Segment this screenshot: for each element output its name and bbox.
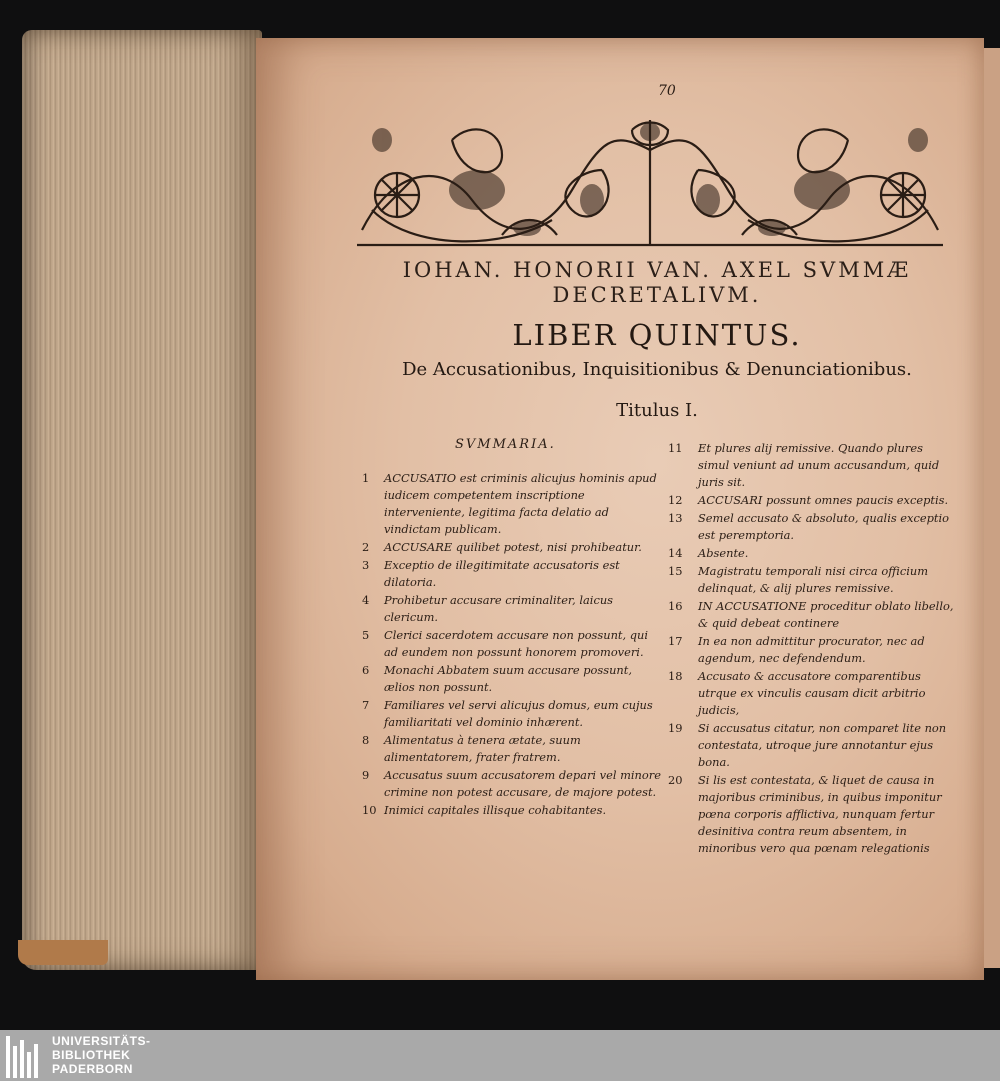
entry-text: In ea non admittitur procurator, nec ad agendum, nec defendendum. bbox=[698, 634, 925, 665]
work-title-line-1: IOHAN. HONORII VAN. AXEL SVMMÆ bbox=[402, 258, 912, 282]
entry-text: Alimentatus à tenera ætate, suum alimentatorem, frater fratrem. bbox=[384, 733, 581, 764]
list-item bbox=[362, 470, 662, 538]
list-item bbox=[668, 598, 956, 632]
entry-number: 8 bbox=[362, 733, 370, 747]
book-heading: LIBER QUINTUS. bbox=[512, 318, 802, 352]
library-name-line-2: BIBLIOTHEK bbox=[52, 1048, 131, 1062]
entry-number: 20 bbox=[668, 773, 683, 787]
entry-number: 17 bbox=[668, 634, 683, 648]
entry-number: 2 bbox=[362, 540, 370, 554]
book-cover-edge bbox=[18, 940, 108, 965]
list-item bbox=[362, 557, 662, 591]
entry-text: Si accusatus citatur, non comparet lite non contestata, utroque jure annotantur ejus bona. bbox=[698, 721, 947, 769]
list-item bbox=[668, 633, 956, 667]
list-item bbox=[362, 539, 662, 556]
list-item bbox=[362, 592, 662, 626]
list-item bbox=[362, 767, 662, 801]
entry-number: 13 bbox=[668, 511, 683, 525]
list-item bbox=[362, 697, 662, 731]
library-footer bbox=[0, 1030, 1000, 1081]
list-item bbox=[668, 440, 956, 491]
summaria-label: SVMMARIA. bbox=[455, 437, 556, 452]
entry-text: Clerici sacerdotem accusare non possunt, qui ad eundem non possunt honorem promoveri. bbox=[384, 628, 649, 659]
entry-number: 10 bbox=[362, 803, 377, 817]
work-title-line-2: DECRETALIVM. bbox=[552, 283, 762, 307]
entry-text: Familiares vel servi alicujus domus, eum cujus familiaritati vel dominio inhærent. bbox=[384, 698, 653, 729]
titulus-heading: Titulus I. bbox=[616, 400, 698, 421]
entry-number: 15 bbox=[668, 564, 683, 578]
entry-number: 18 bbox=[668, 669, 683, 683]
entry-text: Magistratu temporali nisi circa officium delinquat, & alij plures remissive. bbox=[698, 564, 929, 595]
entry-text: Monachi Abbatem suum accusare possunt, ælios non possunt. bbox=[384, 663, 632, 694]
ornamental-headpiece-icon bbox=[352, 110, 948, 252]
page-edge bbox=[984, 48, 1000, 968]
entry-text: Exceptio de illegitimitate accusatoris est dilatoria. bbox=[384, 558, 620, 589]
library-name-line-3: PADERBORN bbox=[52, 1062, 133, 1076]
entry-text: Accusato & accusatore comparentibus utrque ex vinculis causam dicit arbitrio judicis, bbox=[698, 669, 926, 717]
list-item bbox=[668, 668, 956, 719]
entry-text: Si lis est contestata, & liquet de causa in majoribus criminibus, in quibus imponitur pœna corporis afflictiva, nunquam fertur desinitiva contra reum absentem, in minoribus vero qua pœnam relegationis bbox=[698, 773, 942, 855]
summary-column-right bbox=[668, 440, 956, 858]
summary-column-left bbox=[362, 470, 662, 820]
list-item bbox=[668, 563, 956, 597]
entry-number: 14 bbox=[668, 546, 683, 560]
list-item bbox=[668, 772, 956, 857]
list-item bbox=[362, 802, 662, 819]
list-item bbox=[362, 732, 662, 766]
page-number: 70 bbox=[658, 83, 676, 99]
list-item bbox=[362, 627, 662, 661]
entry-number: 16 bbox=[668, 599, 683, 613]
entry-text: Prohibetur accusare criminaliter, laicus clericum. bbox=[384, 593, 614, 624]
list-item bbox=[668, 720, 956, 771]
entry-text: Inimici capitales illisque cohabitantes. bbox=[384, 803, 607, 817]
list-item bbox=[362, 662, 662, 696]
book-fore-edge bbox=[22, 30, 262, 970]
entry-number: 3 bbox=[362, 558, 370, 572]
entry-number: 19 bbox=[668, 721, 683, 735]
entry-number: 5 bbox=[362, 628, 370, 642]
list-item bbox=[668, 545, 956, 562]
library-name-line-1: UNIVERSITÄTS- bbox=[52, 1034, 151, 1048]
entry-text: ACCUSATIO est criminis alicujus hominis apud iudicem competentem inscriptione interveniente, legitima facta delatio ad vindictam publicam. bbox=[384, 471, 657, 536]
entry-text: Accusatus suum accusatorem depari vel minore crimine non potest accusare, de majore potest. bbox=[384, 768, 661, 799]
entry-number: 9 bbox=[362, 768, 370, 782]
library-logo-icon bbox=[6, 1036, 46, 1078]
entry-number: 11 bbox=[668, 441, 683, 455]
entry-number: 7 bbox=[362, 698, 370, 712]
entry-text: Absente. bbox=[698, 546, 749, 560]
entry-text: Et plures alij remissive. Quando plures simul veniunt ad unum accusandum, quid juris sit. bbox=[698, 441, 940, 489]
list-item bbox=[668, 510, 956, 544]
entry-number: 6 bbox=[362, 663, 370, 677]
entry-text: ACCUSARE quilibet potest, nisi prohibeatur. bbox=[384, 540, 642, 554]
entry-number: 4 bbox=[362, 593, 370, 607]
entry-text: IN ACCUSATIONE proceditur oblato libello, & quid debeat continere bbox=[698, 599, 954, 630]
entry-text: Semel accusato & absoluto, qualis exceptio est peremptoria. bbox=[698, 511, 949, 542]
entry-number: 12 bbox=[668, 493, 683, 507]
entry-number: 1 bbox=[362, 471, 370, 485]
library-name bbox=[52, 1034, 151, 1076]
chapter-subtitle: De Accusationibus, Inquisitionibus & Denunciationibus. bbox=[402, 359, 912, 380]
entry-text: ACCUSARI possunt omnes paucis exceptis. bbox=[698, 493, 949, 507]
list-item bbox=[668, 492, 956, 509]
